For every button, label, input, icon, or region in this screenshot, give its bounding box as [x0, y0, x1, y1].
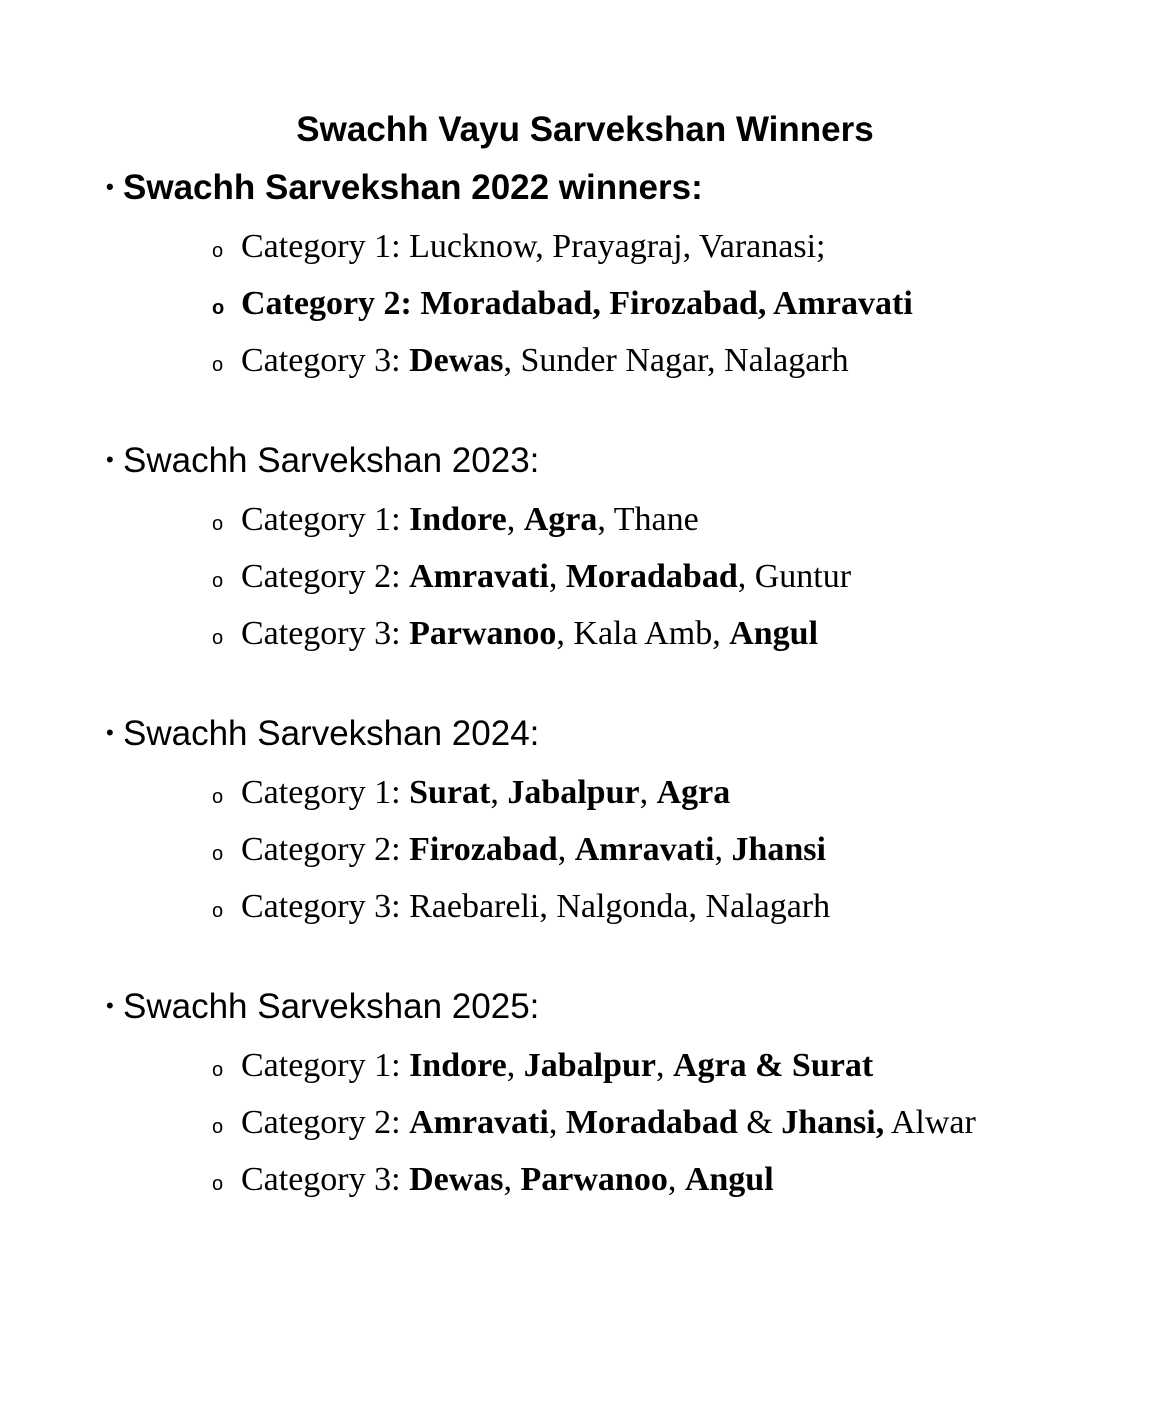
category-label: Category 3: — [241, 1161, 410, 1198]
sub-bullet-icon: o — [212, 1059, 224, 1081]
category-line — [212, 498, 699, 546]
category-line — [212, 225, 825, 273]
city-name: Guntur — [754, 558, 852, 595]
city-name: Parwanoo — [409, 615, 557, 652]
sub-bullet-icon: o — [212, 627, 224, 649]
city-name: Lucknow — [409, 228, 536, 265]
category-line — [212, 1044, 873, 1092]
city-name: , — [682, 228, 699, 265]
category-line — [212, 555, 851, 603]
category-label: Category 2: — [241, 558, 410, 595]
city-name: Moradabad — [565, 1104, 738, 1141]
city-name: & — [737, 1104, 782, 1141]
bullet-icon: • — [106, 174, 114, 199]
category-line — [212, 1158, 774, 1206]
sub-bullet-icon: o — [212, 1116, 224, 1138]
category-line — [212, 282, 913, 330]
city-name: Raebareli — [409, 888, 540, 925]
city-name: , — [503, 1161, 521, 1198]
city-name: Agra — [656, 774, 731, 811]
city-name: , — [506, 501, 524, 538]
sub-bullet-icon: o — [212, 297, 225, 319]
city-name: Jhansi — [731, 831, 826, 868]
category-label: Category 1: — [241, 774, 410, 811]
bullet-icon: • — [106, 993, 114, 1018]
category-line — [212, 828, 826, 876]
city-name: , — [757, 285, 774, 322]
city-name: , — [548, 558, 566, 595]
category-line — [212, 771, 730, 819]
city-name: , — [539, 888, 557, 925]
page-title: Swachh Vayu Sarvekshan Winners — [296, 110, 874, 149]
sub-bullet-icon: o — [212, 513, 224, 535]
city-name: , — [737, 558, 755, 595]
city-name: , — [688, 888, 706, 925]
bullet-icon: • — [106, 447, 114, 472]
category-label: Category 2: — [241, 285, 421, 322]
section-heading — [106, 165, 703, 210]
city-name: Varanasi; — [698, 228, 826, 265]
city-name: Parwanoo — [520, 1161, 668, 1198]
city-name: Nalgonda — [556, 888, 689, 925]
city-name: Thane — [613, 501, 699, 538]
city-name: Jabalpur — [523, 1047, 656, 1084]
city-name: Prayagraj — [552, 228, 683, 265]
city-name: , — [707, 342, 725, 379]
section-heading-text: Swachh Sarvekshan 2025: — [123, 987, 540, 1026]
city-name: , — [712, 615, 730, 652]
sub-bullet-icon: o — [212, 843, 224, 865]
category-label: Category 3: — [241, 615, 410, 652]
city-name: , — [557, 831, 575, 868]
city-name: Agra — [523, 501, 598, 538]
city-name: Surat — [409, 774, 491, 811]
sub-bullet-icon: o — [212, 240, 224, 262]
city-name: , — [655, 1047, 673, 1084]
section-heading-text: Swachh Sarvekshan 2024: — [123, 714, 540, 753]
category-label: Category 2: — [241, 1104, 410, 1141]
category-line — [212, 885, 830, 933]
city-name: Angul — [729, 615, 819, 652]
section-heading-text: Swachh Sarvekshan 2022 winners: — [123, 168, 703, 207]
city-name: Jhansi, — [781, 1104, 885, 1141]
city-name: , — [503, 342, 521, 379]
category-line — [212, 612, 818, 660]
city-name: , — [535, 228, 553, 265]
city-name: , — [506, 1047, 524, 1084]
city-name: Firozabad — [609, 285, 758, 322]
city-name: , — [639, 774, 657, 811]
city-name: Kala Amb — [573, 615, 713, 652]
city-name: Alwar — [884, 1104, 976, 1141]
sub-bullet-icon: o — [212, 900, 224, 922]
city-name: Indore — [409, 501, 507, 538]
category-line — [212, 1101, 976, 1149]
city-name: Moradabad — [420, 285, 593, 322]
city-name: Amravati — [574, 831, 715, 868]
city-name: , — [667, 1161, 685, 1198]
city-name: Amravati — [773, 285, 913, 322]
city-name: Sunder Nagar — [520, 342, 708, 379]
bullet-icon: • — [106, 720, 114, 745]
city-name: Dewas — [409, 342, 504, 379]
section-heading — [106, 711, 539, 756]
city-name: Amravati — [409, 1104, 549, 1141]
section-heading-text: Swachh Sarvekshan 2023: — [123, 441, 540, 480]
city-name: Indore — [409, 1047, 507, 1084]
section-heading — [106, 984, 539, 1029]
sub-bullet-icon: o — [212, 1173, 224, 1195]
city-name: Firozabad — [409, 831, 558, 868]
category-label: Category 1: — [241, 501, 410, 538]
sub-bullet-icon: o — [212, 786, 224, 808]
category-label: Category 1: — [241, 1047, 410, 1084]
category-label: Category 2: — [241, 831, 410, 868]
city-name: , — [556, 615, 574, 652]
category-label: Category 3: — [241, 888, 410, 925]
city-name: , — [592, 285, 610, 322]
category-label: Category 3: — [241, 342, 410, 379]
city-name: Agra & Surat — [672, 1047, 874, 1084]
category-label: Category 1: — [241, 228, 410, 265]
city-name: Dewas — [409, 1161, 504, 1198]
city-name: , — [714, 831, 732, 868]
category-line — [212, 339, 849, 387]
section-heading — [106, 438, 539, 483]
city-name: , — [597, 501, 614, 538]
city-name: , — [490, 774, 508, 811]
city-name: , — [548, 1104, 566, 1141]
sub-bullet-icon: o — [212, 354, 224, 376]
sub-bullet-icon: o — [212, 570, 224, 592]
city-name: Moradabad — [565, 558, 738, 595]
city-name: Jabalpur — [507, 774, 640, 811]
city-name: Nalagarh — [724, 342, 849, 379]
city-name: Angul — [684, 1161, 774, 1198]
city-name: Nalagarh — [705, 888, 831, 925]
city-name: Amravati — [409, 558, 549, 595]
